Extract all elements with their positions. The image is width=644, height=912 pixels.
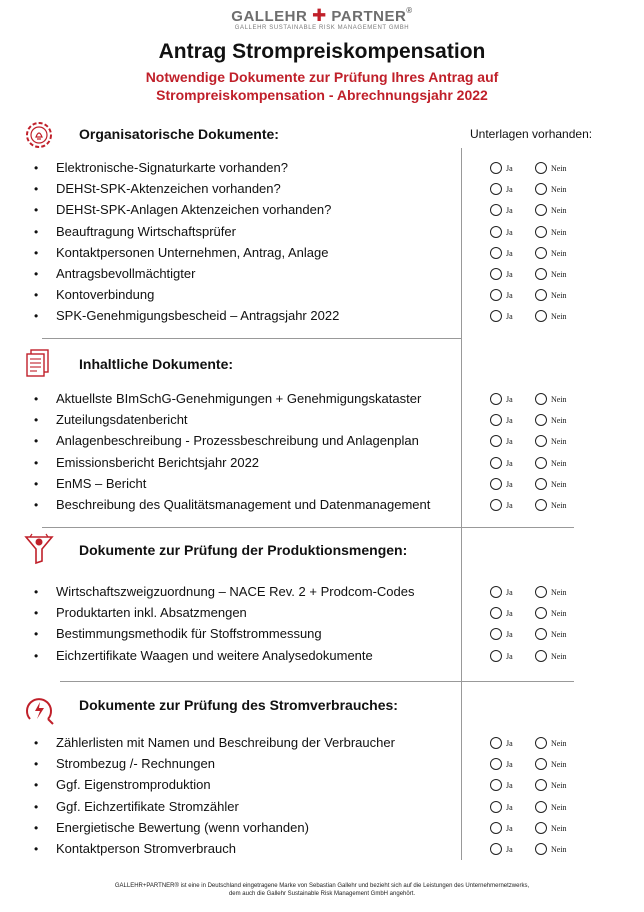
no-radio[interactable] <box>535 499 547 511</box>
no-label: Nein <box>551 312 567 322</box>
checklist-item-label: Kontoverbindung <box>56 287 155 303</box>
checklist-item-label: Ggf. Eigenstromproduktion <box>56 777 211 793</box>
section-title: Dokumente zur Prüfung der Produktionsmengen: <box>79 542 408 558</box>
no-radio[interactable] <box>535 226 547 238</box>
yes-label: Ja <box>506 760 513 770</box>
yes-radio[interactable] <box>490 499 502 511</box>
yes-radio[interactable] <box>490 310 502 322</box>
no-label: Nein <box>551 437 567 447</box>
yes-radio[interactable] <box>490 226 502 238</box>
yes-label: Ja <box>506 270 513 279</box>
checklist-item <box>34 159 644 177</box>
bullet-icon: • <box>34 799 39 814</box>
no-radio[interactable] <box>535 822 547 834</box>
bullet-icon: • <box>34 413 39 428</box>
no-label: Nein <box>551 609 567 619</box>
yes-radio[interactable] <box>490 650 502 662</box>
checklist-item-label: Kontaktperson Stromverbrauch <box>56 841 236 856</box>
checklist-item-label: DEHSt-SPK-Aktenzeichen vorhanden? <box>56 181 281 197</box>
gear-bulb-icon <box>22 118 56 152</box>
bullet-icon: • <box>34 585 39 599</box>
yes-label: Ja <box>506 823 513 833</box>
no-label: Nein <box>551 781 567 791</box>
footer-note <box>0 882 644 898</box>
no-label: Nein <box>551 501 567 510</box>
logo-partner: PARTNER <box>331 8 407 25</box>
yes-label: Ja <box>506 185 513 195</box>
no-label: Nein <box>551 227 567 237</box>
checklist-item <box>34 776 644 794</box>
production-funnel-icon <box>22 533 56 567</box>
no-label: Nein <box>551 760 567 770</box>
no-label: Nein <box>551 416 567 426</box>
no-radio[interactable] <box>535 650 547 662</box>
no-label: Nein <box>551 588 567 597</box>
checklist-item-label: Beauftragung Wirtschaftsprüfer <box>56 223 236 239</box>
yes-label: Ja <box>506 588 513 597</box>
yes-label: Ja <box>506 227 513 237</box>
section-divider <box>42 527 574 528</box>
yes-radio[interactable] <box>490 183 502 195</box>
no-label: Nein <box>551 291 567 301</box>
checklist-item-label: Wirtschaftszweigzuordnung – NACE Rev. 2 + Prodcom-Codes <box>56 584 415 599</box>
no-radio[interactable] <box>535 162 547 174</box>
logo-plus-icon: ✚ <box>311 6 327 25</box>
no-label: Nein <box>551 395 567 404</box>
bullet-icon: • <box>34 392 39 406</box>
checklist-item-label: Elektronische-Signaturkarte vorhanden? <box>56 160 288 175</box>
checklist-item <box>34 265 644 283</box>
checklist-item-label: Bestimmungsmethodik für Stoffstrommessung <box>56 626 322 642</box>
bullet-icon: • <box>34 245 39 260</box>
footer-line-2: dem auch die Gallehr Sustainable Risk Management GmbH angehört. <box>228 891 416 897</box>
no-radio[interactable] <box>535 779 547 791</box>
no-radio[interactable] <box>535 268 547 280</box>
yes-label: Ja <box>506 206 513 216</box>
bullet-icon: • <box>34 267 39 281</box>
yes-label: Ja <box>506 248 513 258</box>
no-label: Nein <box>551 651 567 661</box>
checklist-item-label: Ggf. Eichzertifikate Stromzähler <box>56 798 239 814</box>
checklist-item <box>34 755 644 773</box>
bullet-icon: • <box>34 476 39 491</box>
yes-label: Ja <box>506 164 513 173</box>
bullet-icon: • <box>34 455 39 470</box>
bullet-icon: • <box>34 182 39 197</box>
checklist-item-label: Energietische Bewertung (wenn vorhanden) <box>56 819 309 835</box>
yes-radio[interactable] <box>490 607 502 619</box>
yes-radio[interactable] <box>490 435 502 447</box>
documents-available-header: Unterlagen vorhanden: <box>470 127 593 141</box>
no-radio[interactable] <box>535 801 547 813</box>
bullet-icon: • <box>34 161 39 175</box>
checklist-item-label: Beschreibung des Qualitätsmanagement und Datenmanagement <box>56 497 431 512</box>
checklist-item-label: Strombezug /- Rechnungen <box>56 756 215 772</box>
bullet-icon: • <box>34 736 39 750</box>
yes-label: Ja <box>506 416 513 426</box>
no-label: Nein <box>551 185 567 195</box>
bullet-icon: • <box>34 820 39 835</box>
checklist-item <box>34 583 644 601</box>
bullet-icon: • <box>34 757 39 772</box>
no-radio[interactable] <box>535 414 547 426</box>
no-radio[interactable] <box>535 393 547 405</box>
power-plug-icon <box>22 693 56 727</box>
no-label: Nein <box>551 630 567 640</box>
checklist-item <box>34 180 644 198</box>
yes-radio[interactable] <box>490 586 502 598</box>
yes-label: Ja <box>506 479 513 489</box>
no-label: Nein <box>551 458 567 468</box>
yes-label: Ja <box>506 437 513 447</box>
yes-radio[interactable] <box>490 822 502 834</box>
page-title: Antrag Strompreiskompensation <box>158 40 486 63</box>
checklist-item <box>34 201 644 219</box>
checklist-item <box>34 475 644 493</box>
yes-radio[interactable] <box>490 758 502 770</box>
no-label: Nein <box>551 479 567 489</box>
no-radio[interactable] <box>535 457 547 469</box>
checklist-item <box>34 307 644 325</box>
no-label: Nein <box>551 845 567 854</box>
checklist-item <box>34 798 644 816</box>
no-label: Nein <box>551 248 567 258</box>
checklist-item <box>34 244 644 262</box>
no-radio[interactable] <box>535 758 547 770</box>
checklist-item-label: Zuteilungsdatenbericht <box>56 412 188 428</box>
page-subtitle <box>0 68 644 104</box>
no-radio[interactable] <box>535 183 547 195</box>
checklist-item <box>34 819 644 837</box>
yes-radio[interactable] <box>490 393 502 405</box>
no-radio[interactable] <box>535 607 547 619</box>
section-title: Inhaltliche Dokumente: <box>79 356 234 372</box>
checklist-item-label: Produktarten inkl. Absatzmengen <box>56 605 247 621</box>
checklist-item <box>34 625 644 643</box>
bullet-icon: • <box>34 203 39 218</box>
no-radio[interactable] <box>535 310 547 322</box>
no-label: Nein <box>551 802 567 812</box>
checklist-item-label: Zählerlisten mit Namen und Beschreibung der Verbraucher <box>56 735 395 750</box>
checklist-item <box>34 454 644 472</box>
logo-subtitle: GALLEHR SUSTAINABLE RISK MANAGEMENT GMBH <box>234 25 410 31</box>
yes-label: Ja <box>506 845 513 854</box>
yes-label: Ja <box>506 395 513 404</box>
yes-label: Ja <box>506 739 513 748</box>
section-divider <box>42 338 462 339</box>
bullet-icon: • <box>34 224 39 239</box>
checklist-item-label: Kontaktpersonen Unternehmen, Antrag, Anlage <box>56 244 329 260</box>
checklist-item-label: Antragsbevollmächtigter <box>56 266 196 281</box>
yes-radio[interactable] <box>490 478 502 490</box>
section-divider <box>60 681 574 682</box>
yes-label: Ja <box>506 630 513 640</box>
checklist-item-label: Aktuellste BImSchG-Genehmigungen + Genehmigungskataster <box>56 391 422 406</box>
checklist-item <box>34 496 644 514</box>
no-label: Nein <box>551 270 567 279</box>
yes-label: Ja <box>506 458 513 468</box>
bullet-icon: • <box>34 627 39 642</box>
yes-radio[interactable] <box>490 162 502 174</box>
no-label: Nein <box>551 164 567 173</box>
yes-radio[interactable] <box>490 247 502 259</box>
logo-reg: ® <box>406 6 413 15</box>
bullet-icon: • <box>34 288 39 303</box>
no-radio[interactable] <box>535 289 547 301</box>
checklist-item-label: DEHSt-SPK-Anlagen Aktenzeichen vorhanden? <box>56 202 332 218</box>
no-radio[interactable] <box>535 586 547 598</box>
yes-label: Ja <box>506 802 513 812</box>
checklist-item <box>34 411 644 429</box>
yes-label: Ja <box>506 291 513 301</box>
checklist-item <box>34 223 644 241</box>
checklist-item <box>34 734 644 752</box>
no-label: Nein <box>551 739 567 748</box>
no-radio[interactable] <box>535 478 547 490</box>
section-title: Organisatorische Dokumente: <box>79 126 279 142</box>
yes-radio[interactable] <box>490 801 502 813</box>
checklist-item <box>34 604 644 622</box>
checklist-item-label: Anlagenbeschreibung - Prozessbeschreibung und Anlagenplan <box>56 433 419 449</box>
yes-radio[interactable] <box>490 204 502 216</box>
checklist-item <box>34 840 644 858</box>
checklist-item-label: SPK-Genehmigungsbescheid – Antragsjahr 2022 <box>56 308 340 324</box>
yes-label: Ja <box>506 501 513 510</box>
checklist-item <box>34 432 644 450</box>
no-radio[interactable] <box>535 435 547 447</box>
no-label: Nein <box>551 823 567 833</box>
documents-icon <box>22 346 56 380</box>
section-title: Dokumente zur Prüfung des Stromverbrauches: <box>79 697 398 713</box>
checklist-item-label: Eichzertifikate Waagen und weitere Analysedokumente <box>56 647 373 663</box>
no-radio[interactable] <box>535 247 547 259</box>
yes-label: Ja <box>506 312 513 322</box>
bullet-icon: • <box>34 309 39 324</box>
yes-radio[interactable] <box>490 457 502 469</box>
no-radio[interactable] <box>535 843 547 855</box>
logo-text: GALLEHR <box>231 8 308 25</box>
checklist-item <box>34 390 644 408</box>
bullet-icon: • <box>34 648 39 663</box>
yes-label: Ja <box>506 651 513 661</box>
company-logo <box>0 6 644 31</box>
subtitle-line-2: Strompreiskompensation - Abrechnungsjahr 2022 <box>156 87 488 103</box>
checklist-item <box>34 286 644 304</box>
yes-radio[interactable] <box>490 414 502 426</box>
yes-radio[interactable] <box>490 779 502 791</box>
bullet-icon: • <box>34 778 39 793</box>
bullet-icon: • <box>34 434 39 449</box>
yes-label: Ja <box>506 781 513 791</box>
yes-radio[interactable] <box>490 628 502 640</box>
footer-line-1: GALLEHR+PARTNER® ist eine in Deutschland eingetragene Marke von Sebastian Gallehr und bezieht sich auf die Leistungen des Unternehmernetzwerks, <box>114 883 530 889</box>
yes-radio[interactable] <box>490 843 502 855</box>
yes-radio[interactable] <box>490 289 502 301</box>
no-radio[interactable] <box>535 628 547 640</box>
bullet-icon: • <box>34 842 39 856</box>
yes-label: Ja <box>506 609 513 619</box>
no-radio[interactable] <box>535 737 547 749</box>
subtitle-line-1: Notwendige Dokumente zur Prüfung Ihres Antrag auf <box>145 69 499 85</box>
no-radio[interactable] <box>535 204 547 216</box>
bullet-icon: • <box>34 606 39 621</box>
yes-radio[interactable] <box>490 268 502 280</box>
checklist-item-label: EnMS – Bericht <box>56 475 147 491</box>
checklist-item-label: Emissionsbericht Berichtsjahr 2022 <box>56 454 260 470</box>
checklist-item <box>34 647 644 665</box>
yes-radio[interactable] <box>490 737 502 749</box>
bullet-icon: • <box>34 498 39 512</box>
no-label: Nein <box>551 206 567 216</box>
